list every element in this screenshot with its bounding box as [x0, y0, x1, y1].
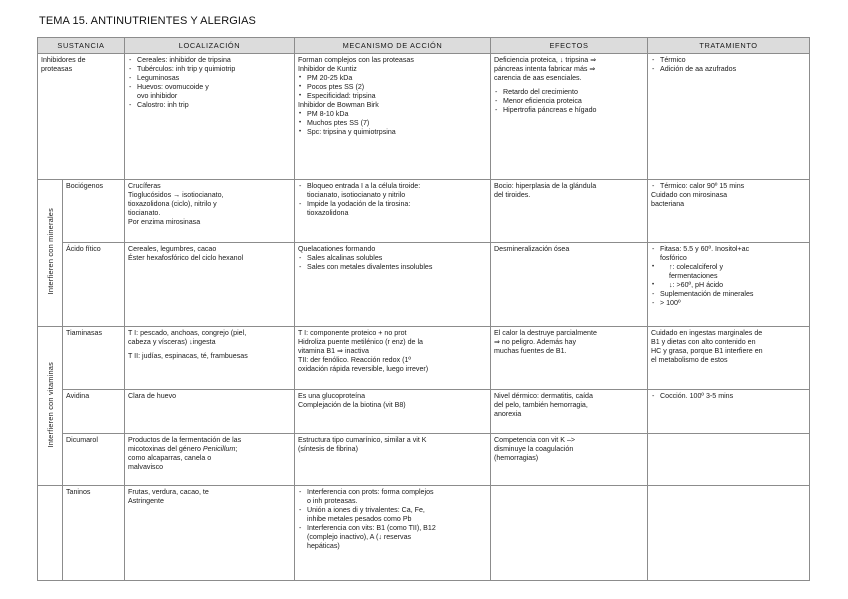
list-item: inhibe metales pesados como Pb	[307, 515, 412, 523]
text-line: Inhibidor de Kuntiz	[298, 65, 357, 73]
text-line: Crucíferas	[128, 182, 161, 190]
list-item: - Térmico	[651, 56, 806, 65]
text-line: Cereales, legumbres, cacao	[128, 245, 217, 253]
text-fragment: ;	[235, 445, 238, 453]
efectos-cell	[491, 486, 648, 581]
group-label-minerales	[38, 180, 63, 327]
mecanismo-cell	[295, 327, 491, 390]
mecanismo-cell	[295, 390, 491, 434]
tratamiento-cell	[648, 434, 810, 486]
list-item: - Retardo del crecimiento	[494, 88, 644, 97]
text-line: Nivel dérmico: dermatitis, caída	[494, 392, 593, 400]
efectos-cell	[491, 434, 648, 486]
text-line: B1 y dietas con alto contenido en	[651, 338, 756, 346]
text-line: carencia de aas esenciales.	[494, 74, 582, 82]
list-item: • Spc: tripsina y quimiotrpsina	[298, 128, 487, 137]
text-line: del tiroides.	[494, 191, 531, 199]
localizacion-cell	[125, 243, 295, 327]
text-line: (síntesis de fibrina)	[298, 445, 358, 453]
mecanismo-cell	[295, 434, 491, 486]
localizacion-cell	[125, 434, 295, 486]
text-line: Hidroliza puente metilénico (r enz) de la	[298, 338, 423, 346]
text-line: Cuidado en ingestas marginales de	[651, 329, 763, 337]
tratamiento-cell	[648, 390, 810, 434]
antinutrients-table	[37, 37, 810, 581]
text-line: (hemorragias)	[494, 454, 539, 462]
text-line: el metabolismo de estos	[651, 356, 728, 364]
mecanismo-cell	[295, 243, 491, 327]
page-title: TEMA 15. ANTINUTRIENTES Y ALERGIAS	[39, 15, 256, 27]
substance-cell: Tiaminasas	[63, 327, 125, 390]
text-line: tiocianato.	[128, 209, 161, 217]
efectos-cell	[491, 390, 648, 434]
list-item: - Huevos: ovomucoide y	[128, 83, 291, 92]
text-line: TII: der fenólico. Reacción redox (1º	[298, 356, 411, 364]
text-line: Quelacationes formando	[298, 245, 376, 253]
mecanismo-cell	[295, 180, 491, 243]
substance-name: Inhibidores de	[41, 56, 86, 64]
tratamiento-cell	[648, 180, 810, 243]
list-item: • Especificidad: tripsina	[298, 92, 487, 101]
list-item: - Unión a iones di y trivalentes: Ca, Fe,	[298, 506, 487, 515]
group-cell-empty	[38, 486, 63, 581]
text-line: Deficiencia proteica, ↓ tripsina ⇒	[494, 56, 597, 64]
text-line: Cuidado con mirosinasa	[651, 191, 728, 199]
localizacion-cell	[125, 486, 295, 581]
efectos-cell	[491, 327, 648, 390]
text-line: bacteriana	[651, 200, 685, 208]
efectos-cell	[491, 54, 648, 180]
list-item: ovo inhibidor	[137, 92, 178, 100]
substance-cell: Avidina	[63, 390, 125, 434]
list-item: - Cereales: inhibidor de tripsina	[128, 56, 291, 65]
list-item: • PM 8-10 kDa	[298, 110, 487, 119]
list-item: fermentaciones	[669, 272, 718, 280]
text-line: Frutas, verdura, cacao, te	[128, 488, 209, 496]
substance-cell: Dicumarol	[63, 434, 125, 486]
header-mecanismo: MECANISMO DE ACCIÓN	[295, 38, 491, 54]
list-item: - Suplementación de minerales	[651, 290, 806, 299]
table-row	[38, 243, 810, 327]
list-item: - Sales alcalinas solubles	[298, 254, 487, 263]
localizacion-cell	[125, 54, 295, 180]
text-line: El calor la destruye parcialmente	[494, 329, 597, 337]
header-tratamiento: TRATAMIENTO	[648, 38, 810, 54]
list-item: - Hipertrofia páncreas e hígado	[494, 106, 644, 115]
text-line: anorexia	[494, 410, 522, 418]
list-item: - Impide la yodación de la tirosina:	[298, 200, 487, 209]
table-row	[38, 327, 810, 390]
mecanismo-cell	[295, 486, 491, 581]
substance-cell: Ácido fítico	[63, 243, 125, 327]
list-item: - Tubérculos: inh trip y quimiotrip	[128, 65, 291, 74]
list-item: fosfórico	[660, 254, 687, 262]
text-line: tioxazolidona (ciclo), nitrilo y	[128, 200, 217, 208]
text-line: Astringente	[128, 497, 164, 505]
list-item: hepáticas)	[307, 542, 340, 550]
list-item: • ↓: >60º, pH ácido	[651, 281, 806, 290]
text-line: HC y grasa, porque B1 interfiere en	[651, 347, 763, 355]
substance-name: proteasas	[41, 65, 73, 73]
text-line: vitamina B1 ⇒ inactiva	[298, 347, 369, 355]
text-line: Éster hexafosfórico del ciclo hexanol	[128, 254, 244, 262]
text-line: Desmineralización ósea	[494, 245, 570, 253]
text-line: T I: pescado, anchoas, congrejo (piel,	[128, 329, 247, 337]
list-item: - Adición de aa azufrados	[651, 65, 806, 74]
list-item: o inh proteasas.	[307, 497, 358, 505]
tratamiento-cell	[648, 327, 810, 390]
text-line: como alcaparras, canela o	[128, 454, 212, 462]
localizacion-cell	[125, 390, 295, 434]
text-line: oxidación rápida reversible, luego irrever)	[298, 365, 429, 373]
text-line: Complejación de la biotina (vit B8)	[298, 401, 406, 409]
text-line: disminuye la coagulación	[494, 445, 574, 453]
table-row	[38, 486, 810, 581]
text-line: ⇒ no peligro. Además hay	[494, 338, 577, 346]
genus-name: Penicillum	[202, 445, 236, 453]
substance-cell: Taninos	[63, 486, 125, 581]
efectos-cell	[491, 243, 648, 327]
list-item: (complejo inactivo), A (↓ reservas	[307, 533, 412, 541]
text-line: muchas fuentes de B1.	[494, 347, 567, 355]
header-sustancia: SUSTANCIA	[38, 38, 125, 54]
text-line: T I: componente proteico + no prot	[298, 329, 407, 337]
localizacion-cell	[125, 327, 295, 390]
group-label-text: Interfieren con vitaminas	[45, 361, 55, 448]
efectos-cell	[491, 180, 648, 243]
list-item: • PM 20-25 kDa	[298, 74, 487, 83]
list-item: tiocianato, isotiocianato y nitrilo	[307, 191, 406, 199]
table-row	[38, 54, 810, 180]
tratamiento-cell	[648, 54, 810, 180]
text-line: T II: judías, espinacas, té, frambuesas	[128, 352, 248, 360]
list-item: • ↑: colecalciferol y	[651, 263, 806, 272]
text-line	[128, 445, 291, 454]
substance-cell	[38, 54, 125, 180]
tratamiento-cell	[648, 243, 810, 327]
list-item: - Calostro: inh trip	[128, 101, 291, 110]
text-line: Inhibidor de Bowman Birk	[298, 101, 379, 109]
table-row	[38, 434, 810, 486]
text-line: Competencia con vit K –>	[494, 436, 576, 444]
table-header-row	[38, 38, 810, 54]
text-line: Estructura tipo cumarínico, similar a vit K	[298, 436, 427, 444]
list-item: - > 100º	[651, 299, 806, 308]
list-item: - Leguminosas	[128, 74, 291, 83]
text-line: del pelo, también hemorragia,	[494, 401, 588, 409]
localizacion-cell	[125, 180, 295, 243]
text-line: Forman complejos con las proteasas	[298, 56, 414, 64]
substance-cell: Bociógenos	[63, 180, 125, 243]
text-line: Bocio: hiperplasia de la glándula	[494, 182, 597, 190]
table-row	[38, 180, 810, 243]
header-localizacion: LOCALIZACIÓN	[125, 38, 295, 54]
list-item: - Interferencia con prots: forma complejos	[298, 488, 487, 497]
text-line: malvavisco	[128, 463, 164, 471]
text-line: Tioglucósidos → isotiocianato,	[128, 191, 224, 199]
list-item: - Térmico: calor 90º 15 mins	[651, 182, 806, 191]
list-item: - Sales con metales divalentes insolubles	[298, 263, 487, 272]
list-item: - Interferencia con vits: B1 (como TII), B12	[298, 524, 487, 533]
text-line: páncreas intenta fabricar más ⇒	[494, 65, 596, 73]
list-item: • Muchos ptes SS (7)	[298, 119, 487, 128]
list-item: - Cocción. 100º 3-5 mins	[651, 392, 806, 401]
text-line: cabeza y vísceras) ↓ingesta	[128, 338, 216, 346]
header-efectos: EFECTOS	[491, 38, 648, 54]
list-item: - Bloqueo entrada I a la célula tiroide:	[298, 182, 487, 191]
text-line: Clara de huevo	[128, 392, 177, 400]
text-fragment: micotoxinas del género	[128, 445, 203, 453]
list-item: • Pocos ptes SS (2)	[298, 83, 487, 92]
group-label-text: Interfieren con minerales	[45, 208, 55, 295]
tratamiento-cell	[648, 486, 810, 581]
list-item: - Menor eficiencia proteica	[494, 97, 644, 106]
mecanismo-cell	[295, 54, 491, 180]
table-row	[38, 390, 810, 434]
list-item: - Fitasa: 5.5 y 60º. Inositol+ac	[651, 245, 806, 254]
list-item: tioxazolidona	[307, 209, 349, 217]
text-line: Productos de la fermentación de las	[128, 436, 242, 444]
text-line: Es una glucoproteína	[298, 392, 366, 400]
text-line: Por enzima mirosinasa	[128, 218, 201, 226]
group-label-vitaminas	[38, 327, 63, 486]
